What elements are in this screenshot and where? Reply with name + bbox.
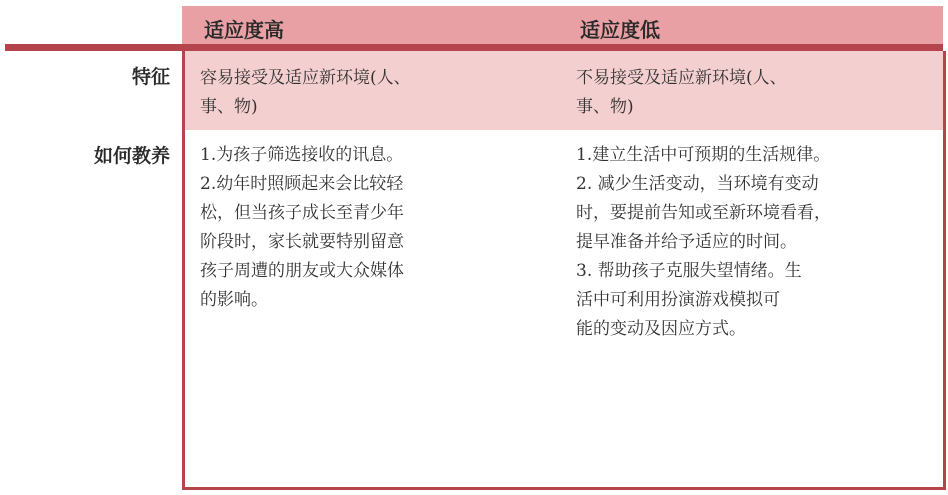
cell-line: 阶段时，家长就要特别留意 <box>200 232 404 252</box>
cell-parenting-low <box>576 141 831 344</box>
cell-line: 2. 减少生活变动，当环境有变动 <box>576 174 819 194</box>
header-divider <box>5 44 943 51</box>
cell-line: 1.为孩子筛选接收的讯息。 <box>200 145 404 165</box>
cell-feature-high <box>200 64 411 122</box>
cell-feature-low <box>576 64 787 122</box>
cell-line: 能的变动及因应方式。 <box>576 319 746 339</box>
column-header-high-adaptability: 适应度高 <box>204 18 284 42</box>
cell-line: 1.建立生活中可预期的生活规律。 <box>576 145 831 165</box>
cell-line: 松，但当孩子成长至青少年 <box>200 203 404 223</box>
cell-line: 事、物) <box>200 97 258 117</box>
table-header-row <box>182 6 943 44</box>
cell-line: 提早准备并给予适应的时间。 <box>576 232 797 252</box>
cell-line: 容易接受及适应新环境(人、 <box>200 68 411 88</box>
cell-line: 活中可利用扮演游戏模拟可 <box>576 290 780 310</box>
column-header-low-adaptability: 适应度低 <box>580 18 660 42</box>
cell-parenting-high <box>200 141 404 315</box>
cell-line: 的影响。 <box>200 290 268 310</box>
cell-line: 时，要提前告知或至新环境看看， <box>576 203 831 223</box>
cell-line: 3. 帮助孩子克服失望情绪。生 <box>576 261 802 281</box>
row-label-parenting: 如何教养 <box>93 145 170 167</box>
row-label-feature: 特征 <box>131 66 170 88</box>
cell-line: 孩子周遭的朋友或大众媒体 <box>200 261 404 281</box>
cell-line: 不易接受及适应新环境(人、 <box>576 68 787 88</box>
cell-line: 事、物) <box>576 97 634 117</box>
cell-line: 2.幼年时照顾起来会比较轻 <box>200 174 404 194</box>
